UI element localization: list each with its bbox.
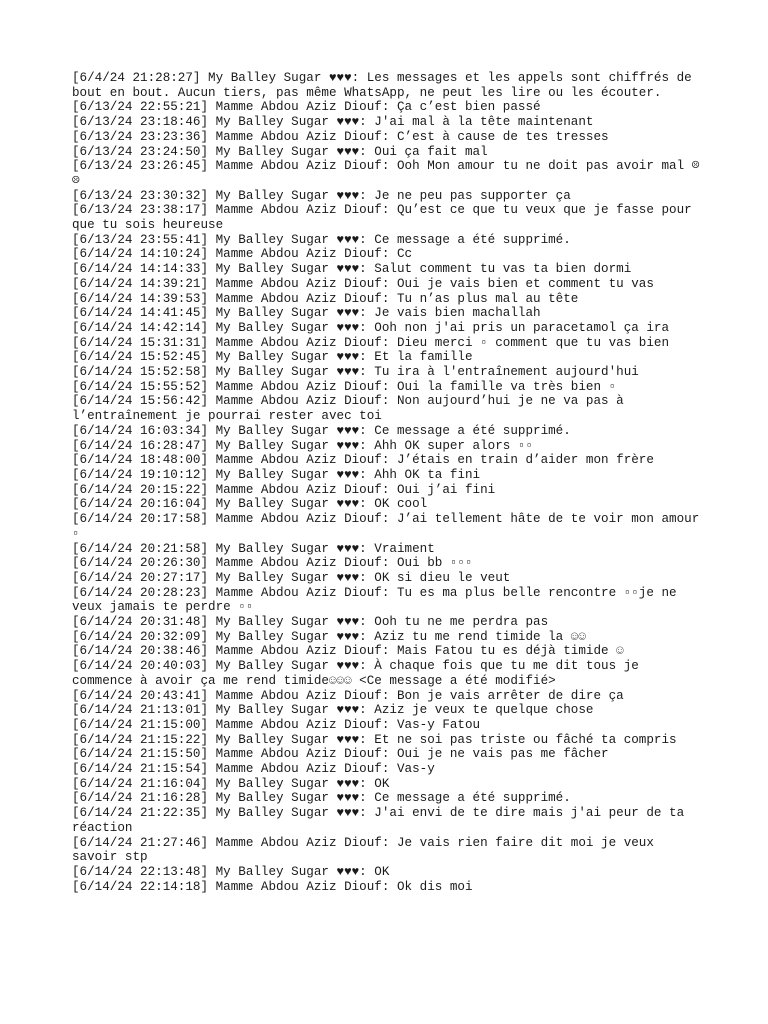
message-line: [6/14/24 14:14:33] My Balley Sugar ♥♥♥: Salut comment tu vas ta bien dormi xyxy=(72,262,632,277)
message-line: [6/13/24 23:18:46] My Balley Sugar ♥♥♥: J'ai mal à la tête maintenant xyxy=(72,115,594,130)
message-line: [6/14/24 14:10:24] Mamme Abdou Aziz Diouf: Cc xyxy=(72,247,413,262)
message-line: [6/14/24 19:10:12] My Balley Sugar ♥♥♥: Ahh OK ta fini xyxy=(72,467,481,482)
message-line: [6/14/24 15:55:52] Mamme Abdou Aziz Diouf: Oui la famille va très bien ▫ xyxy=(72,379,617,394)
message-line: [6/14/24 20:17:58] Mamme Abdou Aziz Diouf: J’ai tellement hâte de te voir mon amour ▫ xyxy=(72,512,707,541)
message-line: [6/14/24 21:15:22] My Balley Sugar ♥♥♥: Et ne soi pas triste ou fâché ta compris xyxy=(72,732,677,747)
message-line: [6/14/24 20:40:03] My Balley Sugar ♥♥♥: À chaque fois que tu me dit tous je commence à avoir ça me rend timide☺☺☺ <Ce message a été modifié> xyxy=(72,659,647,688)
message-line: [6/14/24 20:27:17] My Balley Sugar ♥♥♥: OK si dieu le veut xyxy=(72,570,511,585)
message-line: [6/14/24 21:27:46] Mamme Abdou Aziz Diouf: Je vais rien faire dit moi je veux savoir stp xyxy=(72,835,662,865)
message-line: [6/14/24 21:16:28] My Balley Sugar ♥♥♥: Ce message a été supprimé. xyxy=(72,791,571,806)
message-line: [6/14/24 21:15:54] Mamme Abdou Aziz Diouf: Vas-y xyxy=(72,762,435,777)
message-line: [6/14/24 20:43:41] Mamme Abdou Aziz Diouf: Bon je vais arrêter de dire ça xyxy=(72,688,624,703)
message-line: [6/14/24 20:21:58] My Balley Sugar ♥♥♥: Vraiment xyxy=(72,541,435,556)
chat-transcript xyxy=(72,71,707,894)
message-line: [6/14/24 15:56:42] Mamme Abdou Aziz Diouf: Non aujourd’hui je ne va pas à l’entraînement je pourrai rester avec toi xyxy=(72,394,632,424)
message-line: [6/14/24 20:16:04] My Balley Sugar ♥♥♥: OK cool xyxy=(72,497,428,512)
message-line: [6/14/24 20:32:09] My Balley Sugar ♥♥♥: Aziz tu me rend timide la ☺☺ xyxy=(72,629,586,644)
message-line: [6/14/24 15:31:31] Mamme Abdou Aziz Diouf: Dieu merci ▫ comment que tu vas bien xyxy=(72,335,670,350)
message-line: [6/14/24 22:14:18] Mamme Abdou Aziz Diouf: Ok dis moi xyxy=(72,879,473,894)
message-line: [6/13/24 23:38:17] Mamme Abdou Aziz Diouf: Qu’est ce que tu veux que je fasse pour que tu sois heureuse xyxy=(72,203,700,233)
message-line: [6/4/24 21:28:27] My Balley Sugar ♥♥♥: Les messages et les appels sont chiffrés de bout en bout. Aucun tiers, pas même WhatsApp, ne peut les lire ou les écouter. xyxy=(72,71,700,100)
message-line: [6/13/24 22:55:21] Mamme Abdou Aziz Diouf: Ça c’est bien passé xyxy=(72,100,541,115)
message-line: [6/13/24 23:26:45] Mamme Abdou Aziz Diouf: Ooh Mon amour tu ne doit pas avoir mal ☹ ☹ xyxy=(72,159,707,188)
message-line: [6/14/24 21:15:00] Mamme Abdou Aziz Diouf: Vas-y Fatou xyxy=(72,717,481,732)
message-line: [6/13/24 23:30:32] My Balley Sugar ♥♥♥: Je ne peu pas supporter ça xyxy=(72,188,571,203)
message-line: [6/14/24 16:28:47] My Balley Sugar ♥♥♥: Ahh OK super alors ▫▫ xyxy=(72,438,534,453)
message-line: [6/14/24 18:48:00] Mamme Abdou Aziz Diouf: J’étais en train d’aider mon frère xyxy=(72,453,654,468)
message-line: [6/14/24 14:41:45] My Balley Sugar ♥♥♥: Je vais bien machallah xyxy=(72,306,541,321)
message-line: [6/13/24 23:24:50] My Balley Sugar ♥♥♥: Oui ça fait mal xyxy=(72,144,488,159)
message-line: [6/14/24 15:52:45] My Balley Sugar ♥♥♥: Et la famille xyxy=(72,350,473,365)
message-line: [6/14/24 14:42:14] My Balley Sugar ♥♥♥: Ooh non j'ai pris un paracetamol ça ira xyxy=(72,320,670,335)
message-line: [6/13/24 23:23:36] Mamme Abdou Aziz Diouf: C’est à cause de tes tresses xyxy=(72,129,609,144)
message-line: [6/14/24 21:13:01] My Balley Sugar ♥♥♥: Aziz je veux te quelque chose xyxy=(72,703,594,718)
message-line: [6/14/24 20:28:23] Mamme Abdou Aziz Diouf: Tu es ma plus belle rencontre ▫▫je ne veux jamais te perdre ▫▫ xyxy=(72,585,685,615)
message-line: [6/13/24 23:55:41] My Balley Sugar ♥♥♥: Ce message a été supprimé. xyxy=(72,232,571,247)
message-line: [6/14/24 16:03:34] My Balley Sugar ♥♥♥: Ce message a été supprimé. xyxy=(72,423,571,438)
message-line: [6/14/24 14:39:21] Mamme Abdou Aziz Diouf: Oui je vais bien et comment tu vas xyxy=(72,276,654,291)
message-line: [6/14/24 20:26:30] Mamme Abdou Aziz Diouf: Oui bb ▫▫▫ xyxy=(72,556,473,571)
message-line: [6/14/24 21:22:35] My Balley Sugar ♥♥♥: J'ai envi de te dire mais j'ai peur de ta réaction xyxy=(72,806,692,835)
message-line: [6/14/24 21:15:50] Mamme Abdou Aziz Diouf: Oui je ne vais pas me fâcher xyxy=(72,747,609,762)
message-line: [6/14/24 15:52:58] My Balley Sugar ♥♥♥: Tu ira à l'entraînement aujourd'hui xyxy=(72,365,639,380)
message-line: [6/14/24 14:39:53] Mamme Abdou Aziz Diouf: Tu n’as plus mal au tête xyxy=(72,291,579,306)
message-line: [6/14/24 22:13:48] My Balley Sugar ♥♥♥: OK xyxy=(72,864,390,879)
message-line: [6/14/24 20:38:46] Mamme Abdou Aziz Diouf: Mais Fatou tu es déjà timide ☺ xyxy=(72,644,624,659)
message-line: [6/14/24 20:31:48] My Balley Sugar ♥♥♥: Ooh tu ne me perdra pas xyxy=(72,615,549,630)
message-line: [6/14/24 20:15:22] Mamme Abdou Aziz Diouf: Oui j’ai fini xyxy=(72,482,496,497)
message-line: [6/14/24 21:16:04] My Balley Sugar ♥♥♥: OK xyxy=(72,776,390,791)
